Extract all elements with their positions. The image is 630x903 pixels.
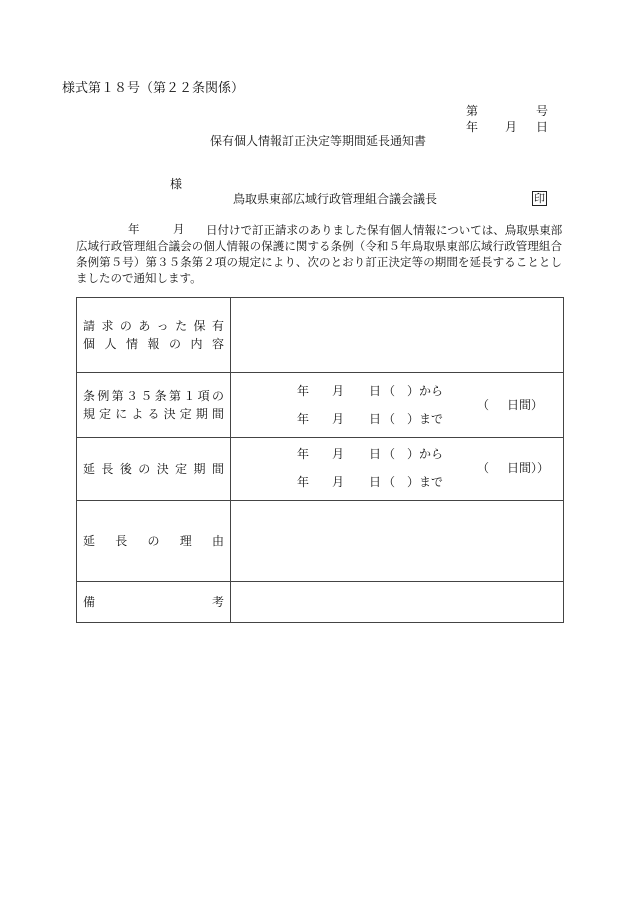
extended-period-field[interactable] [231,438,564,501]
ext-days-count: 日間）） [507,461,550,475]
date-month: 月 [505,120,518,134]
table-row-requested-info [77,298,564,373]
days-count: 日間） [507,398,544,412]
body-line-3: 条例第５号）第３５条第２項の規定により、次のとおり訂正決定等の期間を延長することとし [76,255,562,269]
ext-to-day: 日 [369,475,382,489]
to-year: 年 [297,412,310,426]
days-open: （ [477,398,490,412]
form-number: 様式第１８号（第２２条関係） [62,81,245,96]
label-reason: 延長の理由 [83,534,224,548]
doc-number-prefix: 第 [466,104,479,118]
to-word: まで [419,412,444,426]
to-month: 月 [332,412,345,426]
to-weekday-group [383,413,443,425]
document-title: 保有個人情報訂正決定等期間延長通知書 [210,134,427,148]
table-row-decision-period [77,373,564,438]
ext-days-open: （ [477,461,490,475]
table-row-extended-period [77,438,564,501]
body-month: 月 [173,222,185,236]
from-weekday-group [383,385,443,397]
date-year: 年 [466,120,479,134]
ext-from-day: 日 [369,447,382,461]
ext-to-year: 年 [297,475,310,489]
label-requested-info-2: 個人情報の内容 [83,337,224,351]
body-line-1: 日付けで訂正請求のありました保有個人情報については、鳥取県東部 [206,223,563,237]
table-row-remarks [77,582,564,623]
reason-field[interactable] [231,501,564,582]
to-day: 日 [369,412,382,426]
extension-table [76,297,564,623]
body-year: 年 [128,222,140,236]
label-decision-period-2: 規定による決定期間 [83,407,224,421]
ext-from-month: 月 [332,447,345,461]
remarks-field[interactable] [231,582,564,623]
to-weekday: （ ） [383,412,420,426]
ext-to-weekday: （ ） [383,475,420,489]
from-day: 日 [369,384,382,398]
ext-to-month: 月 [332,475,345,489]
from-weekday: （ ） [383,384,420,398]
ext-to-weekday-group [383,476,443,488]
ext-from-word: から [419,447,444,461]
addressee-suffix: 様 [170,177,183,191]
from-month: 月 [332,384,345,398]
label-requested-info-1: 請求のあった保有 [83,319,224,333]
from-year: 年 [297,384,310,398]
body-line-4: ましたので通知します。 [76,271,202,285]
body-line-2: 広域行政管理組合議会の個人情報の保護に関する条例（令和５年鳥取県東部広域行政管理組合 [76,239,562,253]
label-remarks: 備考 [83,595,224,609]
ext-to-word: まで [419,475,444,489]
label-decision-period-1: 条例第３５条第１項の [83,389,224,403]
from-word: から [419,384,444,398]
seal-mark: 印 [534,192,545,205]
doc-number-suffix: 号 [536,104,549,118]
sender-name: 鳥取県東部広域行政管理組合議会議長 [233,192,438,206]
decision-period-field[interactable] [231,373,564,438]
label-extended-period: 延長後の決定期間 [83,462,224,476]
body-paragraph [76,222,562,286]
ext-from-weekday-group [383,448,443,460]
ext-from-weekday: （ ） [383,447,420,461]
requested-info-field[interactable] [231,298,564,373]
date-day: 日 [536,120,549,134]
table-row-reason [77,501,564,582]
ext-from-year: 年 [297,447,310,461]
